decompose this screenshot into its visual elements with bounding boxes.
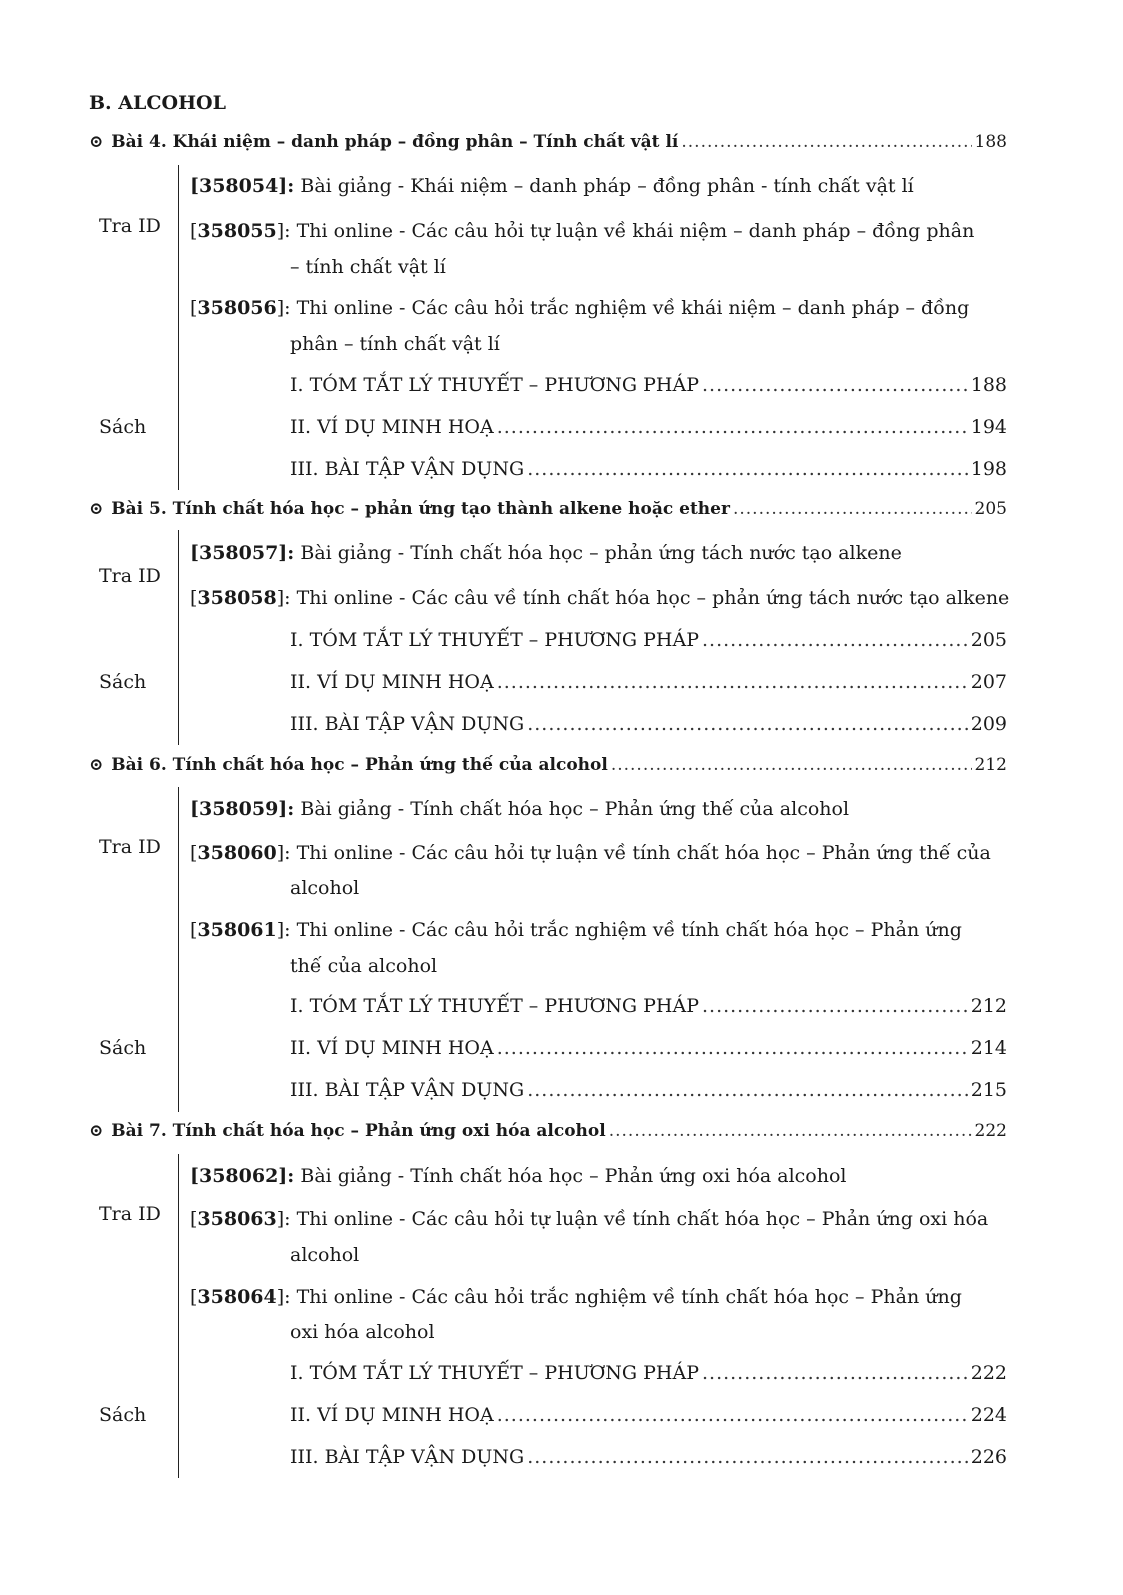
id-code: 358055 [197,220,277,242]
toc-entry[interactable] [290,1446,1007,1468]
toc-entry-label: II. VÍ DỤ MINH HOẠ [290,1404,494,1426]
id-description: Bài giảng - Khái niệm – danh pháp – đồng phân - tính chất vật lí [294,175,914,197]
id-code: 358064 [197,1286,277,1308]
id-code-bracket-close: ]: [276,1208,291,1230]
toc-page-number: 214 [970,1037,1007,1059]
dot-leader [702,374,968,396]
toc-page-number: 224 [970,1404,1007,1426]
id-description: Bài giảng - Tính chất hóa học – Phản ứng oxi hóa alcohol [294,1165,847,1187]
toc-page-number: 209 [970,713,1007,735]
dot-leader [527,458,968,480]
tra-id-label: Tra ID [99,1203,161,1225]
dot-leader [497,1404,968,1426]
lesson-title: Bài 5. Tính chất hóa học – phản ứng tạo thành alkene hoặc ether [111,499,730,519]
id-code: 358063 [197,1208,277,1230]
lesson-heading[interactable] [89,1121,1007,1141]
sach-label: Sách [99,416,147,438]
id-code-bracket-open: [ [190,842,198,864]
id-description: Bài giảng - Tính chất hóa học – phản ứng tách nước tạo alkene [294,542,902,564]
dot-leader [681,132,971,152]
id-description: Thi online - Các câu hỏi tự luận về tính chất hóa học – Phản ứng thế của [290,842,991,864]
dot-leader [702,1362,968,1384]
id-entry[interactable] [190,175,914,197]
id-description: Thi online - Các câu về tính chất hóa học – phản ứng tách nước tạo alkene [290,587,1010,609]
dot-leader [497,671,968,693]
dot-leader [497,416,968,438]
id-description: Thi online - Các câu hỏi tự luận về tính chất hóa học – Phản ứng oxi hóa [290,1208,989,1230]
id-description: Thi online - Các câu hỏi trắc nghiệm về tính chất hóa học – Phản ứng [290,919,962,941]
dot-leader [527,1446,968,1468]
id-code: [358059]: [190,798,295,820]
toc-entry-label: II. VÍ DỤ MINH HOẠ [290,416,494,438]
lesson-title: Bài 7. Tính chất hóa học – Phản ứng oxi hóa alcohol [111,1121,606,1141]
toc-page-number: 194 [970,416,1007,438]
id-code: [358057]: [190,542,295,564]
id-code: [358062]: [190,1165,295,1187]
id-code-bracket-open: [ [190,1286,198,1308]
id-entry[interactable] [190,842,991,864]
toc-entry-label: I. TÓM TẮT LÝ THUYẾT – PHƯƠNG PHÁP [290,995,699,1017]
group-divider [178,165,179,490]
id-code-bracket-open: [ [190,587,198,609]
lesson-heading[interactable] [89,499,1007,519]
toc-entry-label: II. VÍ DỤ MINH HOẠ [290,671,494,693]
id-code-bracket-close: ]: [276,842,291,864]
id-entry[interactable] [190,220,974,242]
toc-entry[interactable] [290,629,1007,651]
id-description: Thi online - Các câu hỏi tự luận về khái niệm – danh pháp – đồng phân [290,220,975,242]
id-entry[interactable] [190,587,1009,609]
tra-id-label: Tra ID [99,215,161,237]
toc-page-number: 215 [970,1079,1007,1101]
toc-entry[interactable] [290,671,1007,693]
id-description-continued: – tính chất vật lí [290,256,446,278]
lesson-bullet-icon: ⊙ [89,132,104,152]
id-entry[interactable] [190,297,969,319]
dot-leader [702,995,968,1017]
id-code-bracket-open: [ [190,220,198,242]
toc-page-number: 205 [970,629,1007,651]
sach-label: Sách [99,1037,147,1059]
toc-entry-label: III. BÀI TẬP VẬN DỤNG [290,713,525,735]
id-code-bracket-close: ]: [276,297,291,319]
tra-id-label: Tra ID [99,565,161,587]
lesson-bullet-icon: ⊙ [89,755,104,775]
toc-entry[interactable] [290,995,1007,1017]
id-code: 358056 [197,297,277,319]
lesson-bullet-icon: ⊙ [89,499,104,519]
dot-leader [733,499,972,519]
id-description: Thi online - Các câu hỏi trắc nghiệm về tính chất hóa học – Phản ứng [290,1286,962,1308]
id-code-bracket-open: [ [190,1208,198,1230]
dot-leader [611,755,972,775]
lesson-bullet-icon: ⊙ [89,1121,104,1141]
id-code-bracket-open: [ [190,919,198,941]
id-description-continued: phân – tính chất vật lí [290,333,500,355]
tra-id-label: Tra ID [99,836,161,858]
lesson-page-number: 188 [974,132,1007,152]
id-code-bracket-close: ]: [276,220,291,242]
id-description-continued: alcohol [290,877,360,899]
id-code-bracket-close: ]: [276,919,291,941]
id-code-bracket-close: ]: [276,587,291,609]
id-entry[interactable] [190,1208,988,1230]
sach-label: Sách [99,1404,147,1426]
dot-leader [497,1037,968,1059]
id-entry[interactable] [190,798,849,820]
group-divider [178,530,179,745]
lesson-title: Bài 6. Tính chất hóa học – Phản ứng thế của alcohol [111,755,608,775]
id-description-continued: alcohol [290,1244,360,1266]
dot-leader [527,713,968,735]
group-divider [178,787,179,1112]
toc-page-number: 226 [970,1446,1007,1468]
dot-leader [702,629,968,651]
id-code-bracket-open: [ [190,297,198,319]
toc-page-number: 222 [970,1362,1007,1384]
lesson-page-number: 212 [974,755,1007,775]
toc-entry-label: III. BÀI TẬP VẬN DỤNG [290,1079,525,1101]
toc-entry[interactable] [290,1079,1007,1101]
id-description: Bài giảng - Tính chất hóa học – Phản ứng thế của alcohol [294,798,850,820]
id-entry[interactable] [190,542,902,564]
id-code: 358061 [197,919,277,941]
lesson-heading[interactable] [89,132,1007,152]
id-description: Thi online - Các câu hỏi trắc nghiệm về khái niệm – danh pháp – đồng [290,297,970,319]
id-code: 358058 [197,587,277,609]
group-divider [178,1154,179,1478]
toc-entry[interactable] [290,374,1007,396]
toc-entry-label: I. TÓM TẮT LÝ THUYẾT – PHƯƠNG PHÁP [290,374,699,396]
id-entry[interactable] [190,1286,962,1308]
toc-entry-label: III. BÀI TẬP VẬN DỤNG [290,458,525,480]
toc-entry-label: I. TÓM TẮT LÝ THUYẾT – PHƯƠNG PHÁP [290,629,699,651]
toc-page-number: 207 [970,671,1007,693]
lesson-page-number: 205 [974,499,1007,519]
toc-entry[interactable] [290,1404,1007,1426]
toc-entry[interactable] [290,416,1007,438]
dot-leader [527,1079,968,1101]
toc-entry[interactable] [290,1362,1007,1384]
lesson-heading[interactable] [89,755,1007,775]
id-description-continued: oxi hóa alcohol [290,1321,435,1343]
lesson-title: Bài 4. Khái niệm – danh pháp – đồng phân – Tính chất vật lí [111,132,679,152]
id-description-continued: thế của alcohol [290,955,438,977]
toc-entry[interactable] [290,458,1007,480]
toc-entry[interactable] [290,1037,1007,1059]
dot-leader [609,1121,972,1141]
id-entry[interactable] [190,1165,847,1187]
id-code-bracket-close: ]: [276,1286,291,1308]
sach-label: Sách [99,671,147,693]
toc-entry-label: II. VÍ DỤ MINH HOẠ [290,1037,494,1059]
toc-page-number: 198 [970,458,1007,480]
lesson-page-number: 222 [974,1121,1007,1141]
id-code: 358060 [197,842,277,864]
id-code: [358054]: [190,175,295,197]
toc-entry-label: III. BÀI TẬP VẬN DỤNG [290,1446,525,1468]
toc-entry-label: I. TÓM TẮT LÝ THUYẾT – PHƯƠNG PHÁP [290,1362,699,1384]
toc-page-number: 212 [970,995,1007,1017]
id-entry[interactable] [190,919,962,941]
toc-page-number: 188 [970,374,1007,396]
section-title: B. ALCOHOL [89,92,226,114]
toc-entry[interactable] [290,713,1007,735]
